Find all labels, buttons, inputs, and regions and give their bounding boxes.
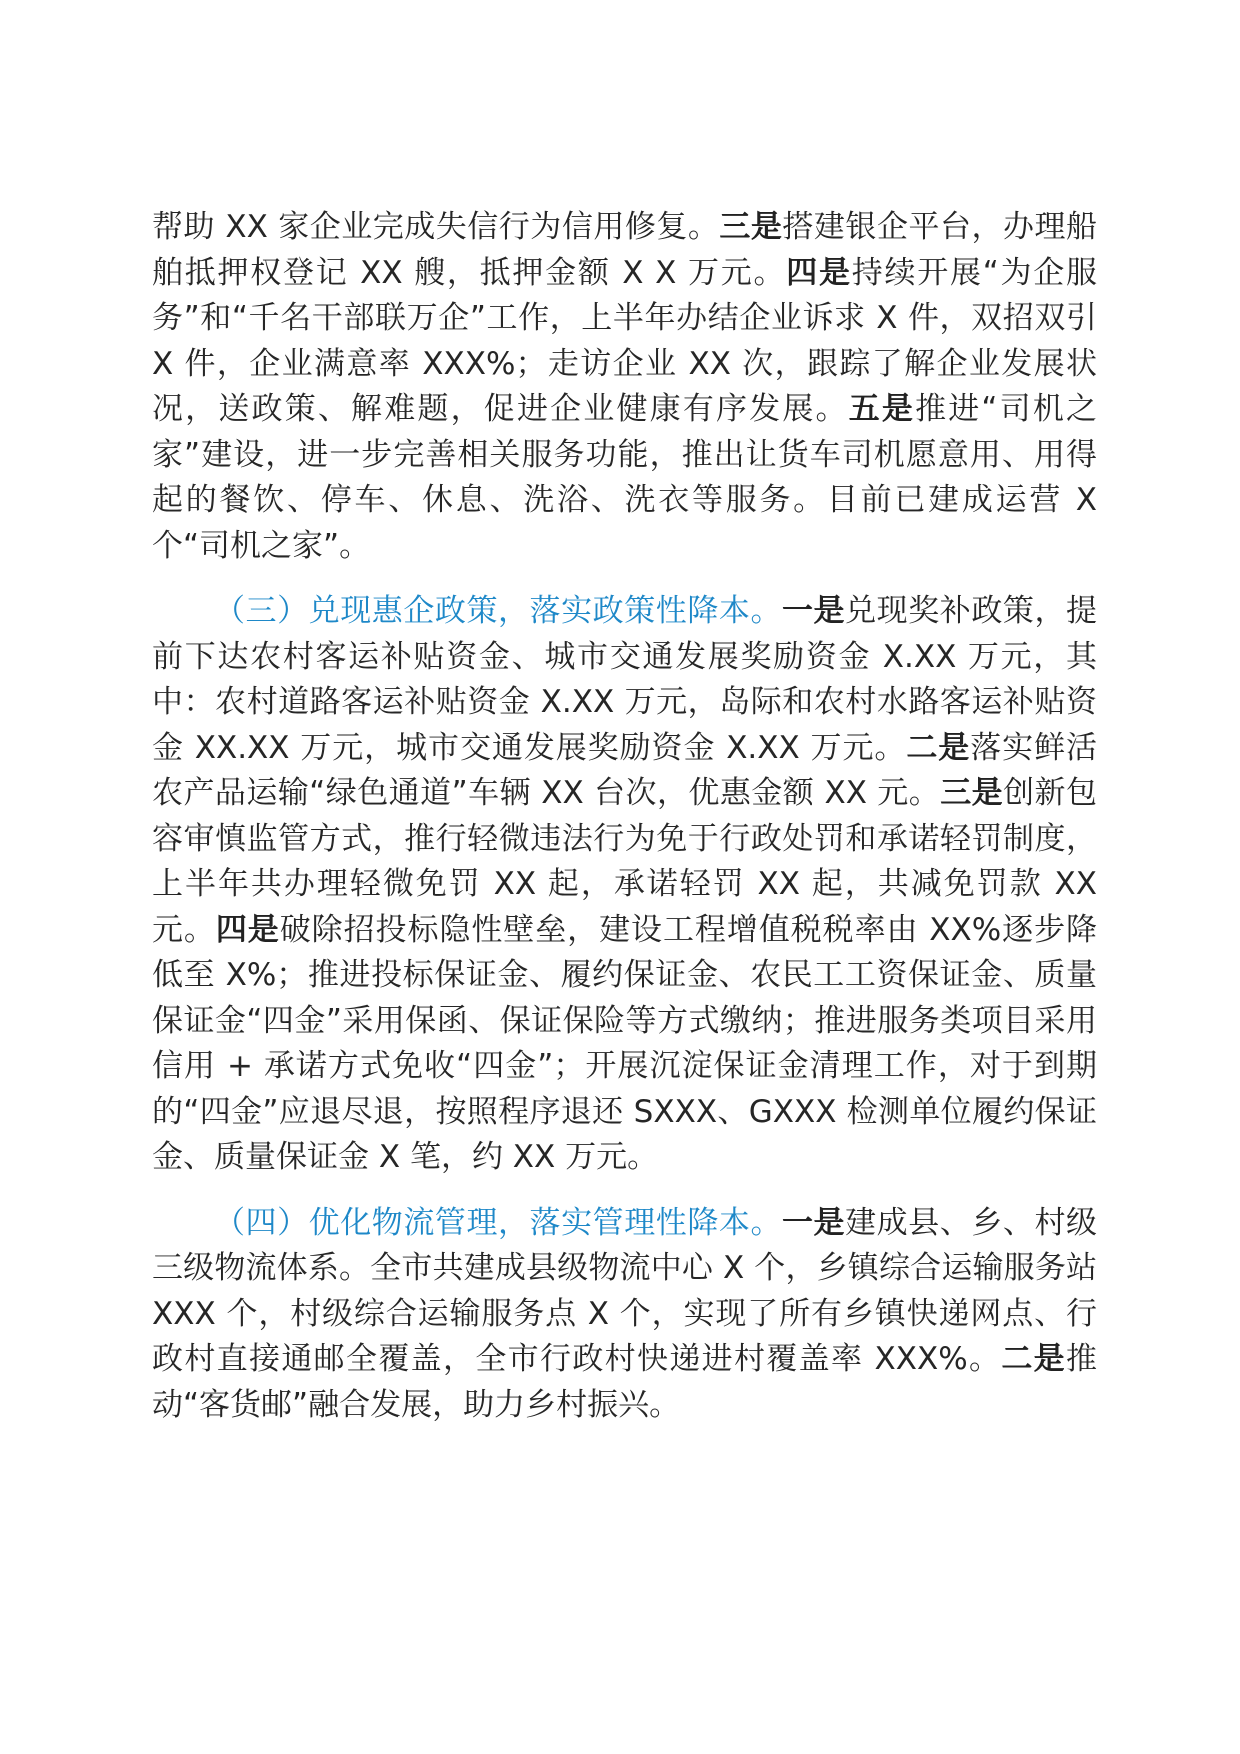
- text-run: 创新包容审慎监管方式，推行轻微违法行为免于行政处罚和承诺轻罚制度，上半年共办理轻微免罚 XX 起，承诺轻罚 XX 起，共减免罚款 XX 元。: [152, 775, 1098, 948]
- paragraph-1: [152, 205, 1097, 569]
- text-run: 落实鲜活农产品运输“绿色通道”车辆 XX 台次，优惠金额 XX 元。: [152, 729, 1098, 811]
- bold-lead-label: 三是: [940, 775, 1004, 811]
- text-run: 持续开展“为企服务”和“千名干部联万企”工作，上半年办结企业诉求 X 件，双招双引 X 件，企业满意率 XXX%；走访企业 XX 次，跟踪了解企业发展状况，送政策、解难题，促进企业健康有序发展。: [152, 254, 1098, 427]
- paragraph-section-4: [152, 1201, 1097, 1429]
- text-run: 帮助 XX 家企业完成失信行为信用修复。: [152, 209, 720, 245]
- section-heading: （三）兑现惠企政策，落实政策性降本。: [214, 593, 782, 629]
- text-run: 推动“客货邮”融合发展，助力乡村振兴。: [152, 1341, 1097, 1423]
- text-run: 推进“司机之家”建设，进一步完善相关服务功能，推出让货车司机愿意用、用得起的餐饮、停车、休息、洗浴、洗衣等服务。目前已建成运营 X 个“司机之家”。: [152, 391, 1098, 564]
- bold-lead-label: 四是: [786, 254, 852, 291]
- bold-lead-label: 四是: [215, 911, 280, 948]
- section-heading: （四）优化物流管理，落实管理性降本。: [214, 1204, 782, 1241]
- bold-lead-label: 一是: [782, 1204, 846, 1241]
- text-run: 兑现奖补政策，提前下达农村客运补贴资金、城市交通发展奖励资金 X.XX 万元，其中：农村道路客运补贴资金 X.XX 万元，岛际和农村水路客运补贴资金 XX.XX 万元，城市交通发展奖励资金 X.XX 万元。: [152, 593, 1098, 766]
- paragraph-section-3: [152, 589, 1097, 1181]
- text-run: 建成县、乡、村级三级物流体系。全市共建成县级物流中心 X 个，乡镇综合运输服务站 XXX 个，村级综合运输服务点 X 个，实现了所有乡镇快递网点、行政村直接通邮全覆盖，全市行政村快递进村覆盖率 XXX%。: [152, 1204, 1098, 1377]
- bold-lead-label: 三是: [719, 209, 783, 245]
- text-run: 破除招投标隐性壁垒，建设工程增值税税率由 XX%逐步降低至 X%；推进投标保证金、履约保证金、农民工工资保证金、质量保证金“四金”采用保函、保证保险等方式缴纳；推进服务类项目采用信用 + 承诺方式免收“四金”；开展沉淀保证金清理工作，对于到期的“四金”应退尽退，按照程序退还 SXXX、GXXX 检测单位履约保证金、质量保证金 X 笔，约 XX 万元。: [152, 911, 1098, 1175]
- text-run: 搭建银企平台，办理船舶抵押权登记 XX 艘，抵押金额 X X 万元。: [152, 209, 1098, 291]
- bold-lead-label: 二是: [906, 729, 971, 766]
- bold-lead-label: 五是: [848, 391, 916, 427]
- bold-lead-label: 一是: [782, 593, 846, 629]
- document-page: [152, 205, 1097, 1428]
- bold-lead-label: 二是: [1001, 1341, 1066, 1377]
